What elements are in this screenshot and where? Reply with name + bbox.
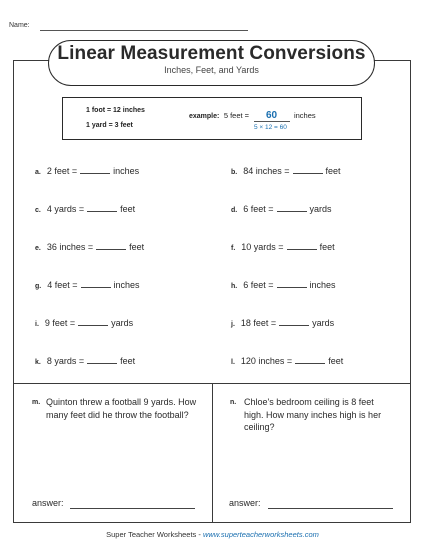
example-label: example: — [189, 113, 220, 120]
problem-e — [35, 241, 144, 252]
problem-unit-text: yards — [111, 318, 134, 328]
problem-unit-text: inches — [309, 280, 336, 290]
problem-unit-text: feet — [328, 356, 344, 366]
problem-left-text: 4 feet = — [47, 280, 78, 290]
answer-line-m[interactable] — [70, 508, 195, 509]
problem-left-text: 6 feet = — [243, 280, 274, 290]
footer-separator: - — [196, 530, 203, 539]
example-suffix: inches — [293, 111, 316, 120]
answer-blank[interactable] — [277, 203, 307, 212]
problem-letter: h. — [231, 283, 238, 290]
answer-blank[interactable] — [87, 203, 117, 212]
problem-letter: k. — [35, 359, 41, 366]
footer — [0, 530, 425, 539]
problem-b — [231, 165, 341, 176]
problem-letter: c. — [35, 207, 41, 214]
example-row — [189, 105, 316, 123]
problem-unit-text: inches — [113, 280, 140, 290]
problem-letter: j. — [231, 321, 235, 328]
problem-letter: l. — [231, 359, 235, 366]
word-problem-column-divider — [212, 383, 213, 523]
problem-letter: g. — [35, 283, 42, 290]
problem-unit-text: inches — [113, 166, 140, 176]
problem-a — [35, 165, 139, 176]
conversion-facts-box — [62, 97, 362, 140]
title-banner — [48, 40, 375, 86]
answer-blank[interactable] — [293, 165, 323, 174]
problem-left-text: 4 yards = — [46, 204, 85, 214]
example-answer: 60 — [254, 111, 290, 122]
problem-left-text: 120 inches = — [240, 356, 293, 366]
problem-l — [231, 355, 343, 366]
problem-left-text: 36 inches = — [46, 242, 94, 252]
word-problem-m — [32, 396, 204, 421]
problem-left-text: 8 yards = — [46, 356, 85, 366]
name-label: Name: — [9, 22, 30, 29]
problem-letter: a. — [35, 169, 41, 176]
problem-letter: d. — [231, 207, 238, 214]
answer-blank[interactable] — [78, 317, 108, 326]
problem-g — [35, 279, 140, 290]
example-prefix: 5 feet = — [223, 111, 250, 120]
problem-left-text: 2 feet = — [46, 166, 78, 176]
fact-foot-inches: 1 foot = 12 inches — [86, 107, 145, 114]
answer-blank[interactable] — [96, 241, 126, 250]
answer-blank[interactable] — [277, 279, 307, 288]
problem-text: Quinton threw a football 9 yards. How many feet did he throw the football? — [46, 397, 197, 420]
problem-text: Chloe's bedroom ceiling is 8 feet high. How many inches high is her ceiling? — [244, 397, 382, 432]
problem-letter: f. — [231, 245, 236, 252]
problem-left-text: 10 yards = — [241, 242, 284, 252]
problem-unit-text: feet — [129, 242, 145, 252]
problem-f — [231, 241, 335, 252]
problem-unit-text: feet — [120, 356, 136, 366]
answer-line-n[interactable] — [268, 508, 393, 509]
answer-blank[interactable] — [287, 241, 317, 250]
answer-blank[interactable] — [80, 165, 110, 174]
problem-i — [35, 317, 133, 328]
answer-blank[interactable] — [81, 279, 111, 288]
problem-d — [231, 203, 332, 214]
answer-label-n: answer: — [229, 498, 261, 508]
problem-letter: e. — [35, 245, 41, 252]
footer-brand: Super Teacher Worksheets — [106, 530, 197, 539]
problem-c — [35, 203, 135, 214]
answer-blank[interactable] — [279, 317, 309, 326]
answer-label-m: answer: — [32, 498, 64, 508]
problem-unit-text: feet — [120, 204, 136, 214]
problem-left-text: 6 feet = — [243, 204, 274, 214]
footer-url-link[interactable]: www.superteacherworksheets.com — [202, 530, 319, 539]
word-problem-n — [230, 396, 390, 434]
name-line — [40, 30, 248, 31]
problem-letter: b. — [231, 169, 238, 176]
problem-j — [231, 317, 334, 328]
problem-letter: n. — [230, 399, 237, 406]
problem-unit-text: yards — [309, 204, 332, 214]
problem-left-text: 84 inches = — [243, 166, 290, 176]
page-title: Linear Measurement Conversions — [57, 43, 366, 64]
problem-letter: m. — [32, 399, 41, 406]
problem-h — [231, 279, 336, 290]
answer-blank[interactable] — [87, 355, 117, 364]
problem-unit-text: feet — [325, 166, 341, 176]
problem-left-text: 18 feet = — [240, 318, 277, 328]
answer-blank[interactable] — [295, 355, 325, 364]
problem-k — [35, 355, 135, 366]
fact-yard-feet: 1 yard = 3 feet — [86, 122, 133, 129]
problem-left-text: 9 feet = — [44, 318, 76, 328]
problem-letter: i. — [35, 321, 39, 328]
problem-unit-text: yards — [312, 318, 335, 328]
page-subtitle: Inches, Feet, and Yards — [164, 65, 259, 75]
problem-unit-text: feet — [319, 242, 335, 252]
example-calculation: 5 × 12 = 60 — [254, 124, 287, 131]
